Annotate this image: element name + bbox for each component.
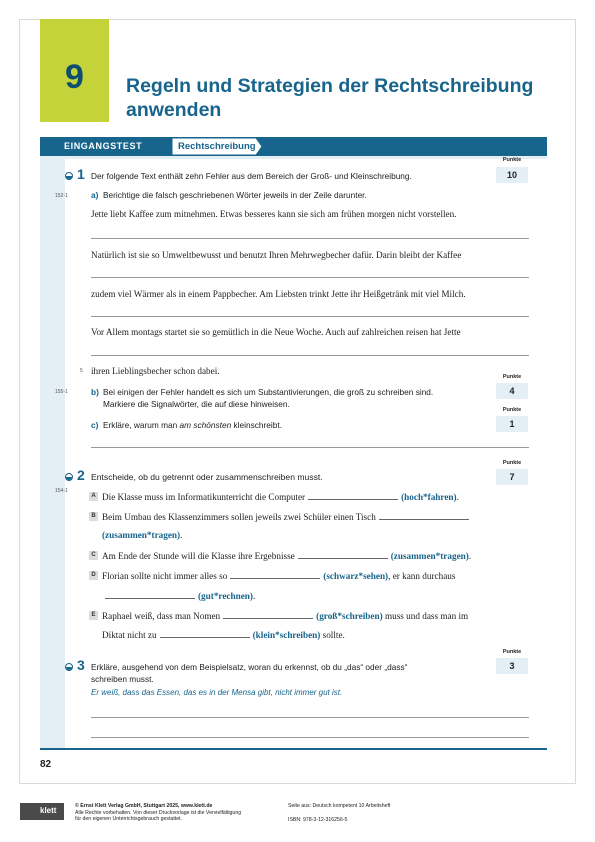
chapter-title-line1: Regeln und Strategien der Rechtschreibung [126,75,534,97]
task2-prompt: Entscheide, ob du getrennt oder zusammenschreiben musst. [91,472,323,482]
text-line-3: zudem viel Wärmer als in einem Pappbecher. Am Liebsten trinkt Jette ihr Heißgetränk mit viel Milch. [91,289,466,299]
task3-prompt-line2: schreiben musst. [91,674,154,684]
task1a-ref: 152-1 [55,193,68,199]
footer-source: Seite aus: Deutsch kompetent 10 Arbeitsheft [288,803,391,809]
task2-item-e-cont [102,629,345,640]
difficulty-icon [65,473,73,481]
item-hint: (groß*schreiben) [316,611,383,621]
topic-chip-label: Rechtschreibung [178,141,256,152]
publisher-logo-text: klett [40,806,57,815]
blank-field[interactable] [160,629,250,638]
answer-line[interactable] [91,277,529,278]
item-hint: (klein*schreiben) [252,630,321,640]
task1b-ref: 155-1 [55,389,68,395]
item-text: Raphael weiß, dass man Nomen [102,611,221,621]
difficulty-icon [65,172,73,180]
line-marker: 5 [80,368,83,374]
answer-line[interactable] [91,447,529,448]
item-text: . [252,591,256,601]
task1b-points-label: Punkte [502,374,522,380]
task3-points-label: Punkte [502,649,522,655]
item-text: . [468,551,472,561]
task2-ref: 154-1 [55,488,68,494]
item-text: . [180,530,183,540]
task2-item-e [102,610,468,621]
item-badge: A [89,492,98,501]
item-badge: E [89,611,98,620]
item-text: Beim Umbau des Klassenzimmers sollen jeweils zwei Schüler einen Tisch [102,512,376,522]
task1c-label: c) [91,420,99,430]
item-text: . [456,492,459,502]
item-hint: (schwarz*sehen) [323,571,389,581]
item-text: muss und dass man im [382,611,469,621]
item-badge: C [89,551,98,560]
chapter-title [126,74,533,122]
footer-copyright-line: Alle Rechte vorbehalten. Von dieser Druckvorlage ist die Vervielfältigung [75,809,242,816]
task1c-points: 1 [496,416,528,432]
item-badge: B [89,512,98,521]
difficulty-icon [65,663,73,671]
task1c-post: kleinschreibt. [231,420,282,430]
item-text: sollte. [320,630,345,640]
task1a-label: a) [91,190,99,200]
footer-copyright-line: © Ernst Klett Verlag GmbH, Stuttgart 2025, www.klett.de [75,803,213,809]
task1a-text: Berichtige die falsch geschriebenen Wörter jeweils in der Zeile darunter. [103,190,367,200]
blank-field[interactable] [223,610,313,619]
task3-example: Er weiß, dass das Essen, das es in der Mensa gibt, nicht immer gut ist. [91,688,343,697]
answer-line[interactable] [91,717,529,718]
task2-points-label: Punkte [502,460,522,466]
task2-item-b-cont [102,530,182,540]
item-hint: (gut*rechnen) [198,591,253,601]
task1b-text2: Markiere die Signalwörter, die auf diese hinweisen. [103,399,290,409]
page-number: 82 [40,759,52,770]
task1c-text [103,420,282,430]
task1b-text1: Bei einigen der Fehler handelt es sich um Substantivierungen, die groß zu schreiben sind. [103,387,434,397]
answer-line[interactable] [91,238,529,239]
answer-line[interactable] [91,355,529,356]
blank-field[interactable] [105,590,195,599]
blank-field[interactable] [379,511,469,520]
item-text: Diktat nicht zu [102,630,157,640]
blank-field[interactable] [298,550,388,559]
task2-points: 7 [496,469,528,485]
bottom-rule [40,748,547,750]
content-area [65,159,548,749]
task3-points: 3 [496,658,528,674]
task2-item-d-cont [102,590,255,601]
footer-copyright [75,803,241,823]
footer-copyright-line: für den eigenen Unterrichtsgebrauch gestattet. [75,816,182,822]
task1c-pre: Erkläre, warum man [103,420,180,430]
task2-number: 2 [77,467,85,483]
task1-prompt: Der folgende Text enthält zehn Fehler aus dem Bereich der Groß- und Kleinschreibung. [91,171,412,181]
task1-points-label: Punkte [502,157,522,163]
item-text: Am Ende der Stunde will die Klasse ihre Ergebnisse [102,551,295,561]
header-bar-label: EINGANGSTEST [64,141,143,151]
item-hint: (zusammen*tragen) [102,530,181,540]
item-badge: D [89,571,98,580]
task2-item-d [102,570,455,581]
answer-line[interactable] [91,737,529,738]
task1b-label: b) [91,387,99,397]
chapter-title-line2: anwenden [126,99,222,121]
item-text: Die Klasse muss im Informatikunterricht die Computer [102,492,306,502]
blank-field[interactable] [308,491,398,500]
text-line-4: Vor Allem montags startet sie so gemütlich in die Neue Woche. Auch auf zahlreichen reisen hat Jette [91,327,461,337]
task2-item-b [102,511,472,522]
task3-prompt-line1: Erkläre, ausgehend von dem Beispielsatz, woran du erkennst, ob du „das“ oder „dass“ [91,662,408,672]
task2-item-a [102,491,459,502]
item-hint: (hoch*fahren) [401,492,457,502]
task2-item-c [102,550,471,561]
answer-line[interactable] [91,316,529,317]
item-hint: (zusammen*tragen) [390,551,469,561]
blank-field[interactable] [230,570,320,579]
task1c-em: am schönsten [179,420,232,430]
task3-number: 3 [77,657,85,673]
text-line-2: Natürlich ist sie so Umweltbewusst und benutzt Ihren Mehrwegbecher dafür. Darin bleibt der Kaffee [91,250,462,260]
task1-number: 1 [77,166,85,182]
text-line-1: Jette liebt Kaffee zum mitnehmen. Etwas besseres kann sie sich am frühen morgen nicht vorstellen. [91,209,457,219]
item-text: Florian sollte nicht immer alles so [102,571,228,581]
task1-points: 10 [496,167,528,183]
text-line-5: ihren Lieblingsbecher schon dabei. [91,366,220,376]
chapter-number: 9 [65,58,84,96]
item-text: , er kann durchaus [388,571,456,581]
footer-isbn: ISBN: 978-3-12-316256-5 [288,817,348,823]
task1b-points: 4 [496,383,528,399]
task1c-points-label: Punkte [502,407,522,413]
